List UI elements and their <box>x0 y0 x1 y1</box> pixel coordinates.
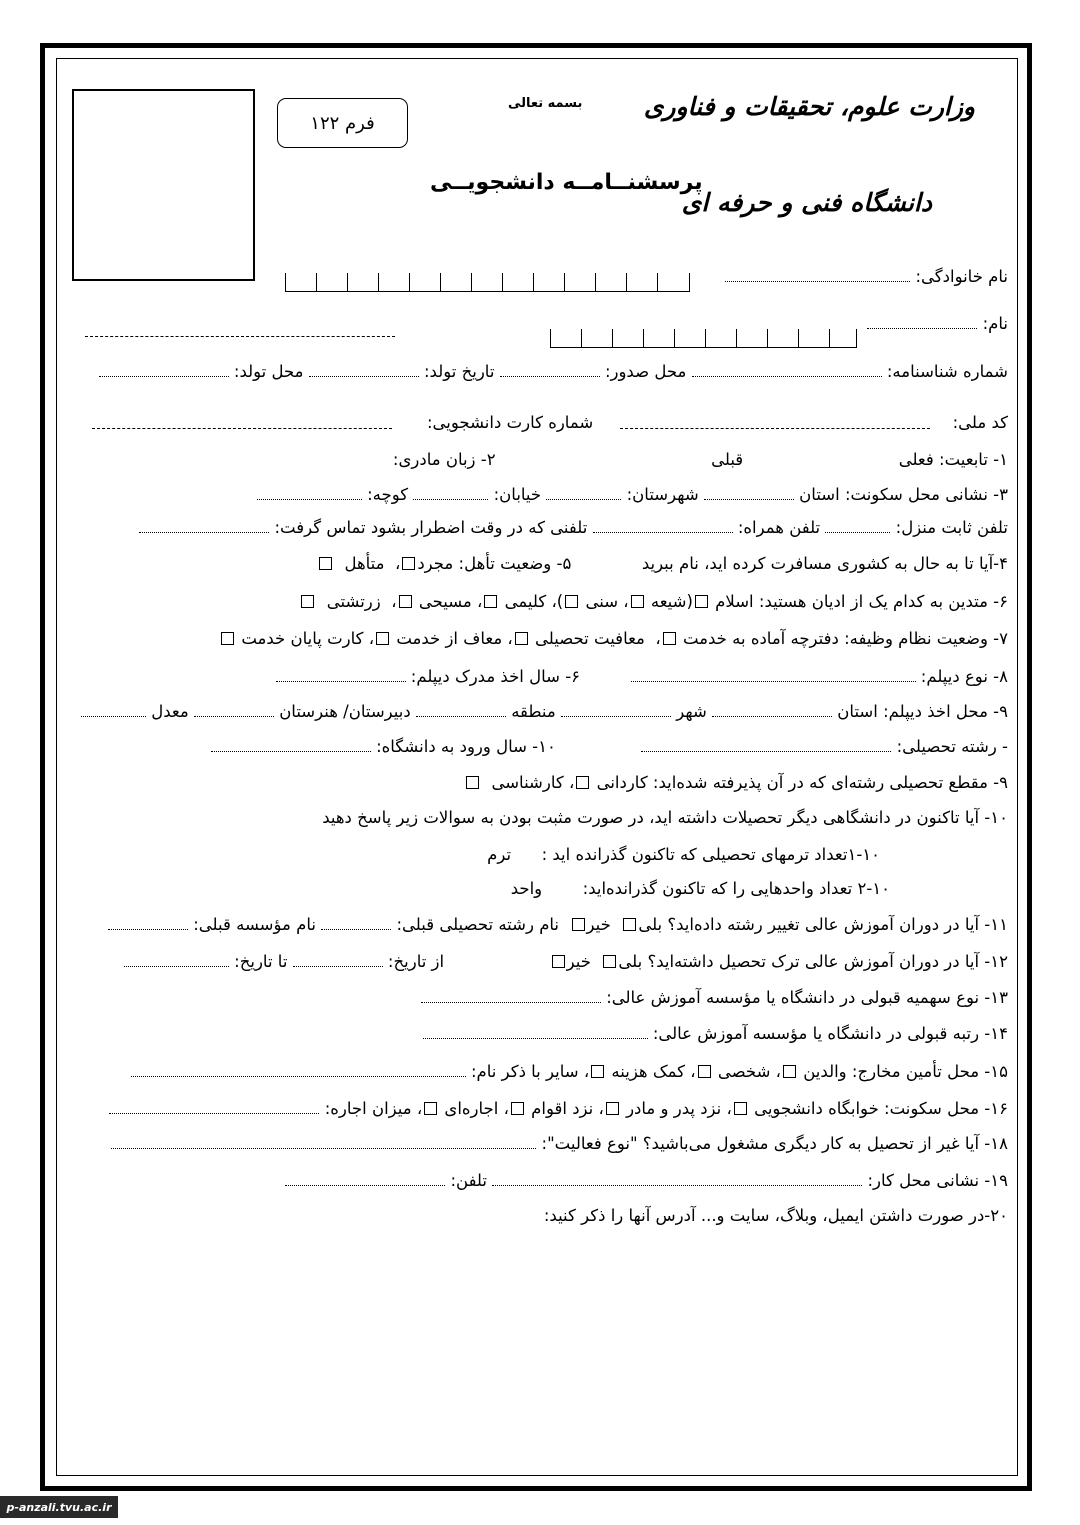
q11-prev-field-label: نام رشته تحصیلی قبلی: <box>396 915 560 934</box>
q19-phone-field[interactable] <box>285 1171 445 1186</box>
emergency-label: تلفنی که در وقت اضطرار بشود تماس گرفت: <box>274 518 588 537</box>
relatives-label: نزد اقوام <box>531 1099 594 1118</box>
single-checkbox[interactable] <box>402 557 415 570</box>
q15-other-field[interactable] <box>131 1062 466 1077</box>
row-field-of-study <box>72 736 1008 758</box>
row-q9b: ۹- مقطع تحصیلی رشته‌ای که در آن پذیرفته شده‌اید: کاردانی ، کارشناسی <box>72 772 1008 794</box>
q6-label: ۶- متدین به کدام یک از ادیان هستید: اسلام <box>715 592 1008 611</box>
personal-checkbox[interactable] <box>698 1065 711 1078</box>
q14-label: ۱۴- رتبه قبولی در دانشگاه یا مؤسسه آموزش عالی: <box>652 1024 1008 1043</box>
first-name-field[interactable] <box>867 314 977 329</box>
row-id <box>72 361 1008 383</box>
row-q10-1 <box>72 844 880 866</box>
q12-no-checkbox[interactable] <box>552 955 565 968</box>
q11-prev-inst-label: نام مؤسسه قبلی: <box>193 915 316 934</box>
row-q8 <box>72 666 1008 688</box>
card-label: کارت پایان خدمت <box>241 629 364 648</box>
q10-1-label: ۱-۱۰تعداد ترمهای تحصیلی که تاکنون گذرانده اید : <box>541 845 880 864</box>
page-title: پرسشنــامــه دانشجویــی <box>430 170 703 195</box>
row-q9 <box>72 701 1008 723</box>
parents-home-checkbox[interactable] <box>606 1102 619 1115</box>
emergency-field[interactable] <box>139 518 269 533</box>
q10-2-unit: واحد <box>510 879 543 898</box>
row-q6: ۶- متدین به کدام یک از ادیان هستید: اسلام (شیعه ، سنی )، کلیمی ، مسیحی ، زرتشتی <box>72 591 1008 613</box>
form-number-box <box>277 98 408 148</box>
row-q19 <box>72 1170 1008 1192</box>
q9-school-label: دبیرستان/ هنرستان <box>279 702 411 721</box>
q9-region-field[interactable] <box>416 702 506 717</box>
row-q12 <box>72 951 1008 973</box>
relatives-checkbox[interactable] <box>511 1102 524 1115</box>
aid-label: کمک هزینه <box>611 1062 686 1081</box>
aid-checkbox[interactable] <box>591 1065 604 1078</box>
q9-school-field[interactable] <box>194 702 274 717</box>
home-phone-label: تلفن ثابت منزل: <box>895 518 1008 537</box>
diploma-year-label: ۶- سال اخذ مدرک دیپلم: <box>410 667 581 686</box>
dorm-checkbox[interactable] <box>734 1102 747 1115</box>
family-name-label: نام خانوادگی: <box>915 267 1008 286</box>
row-q16: ۱۶- محل سکونت: خوابگاه دانشجویی ، نزد پدر و مادر ، نزد اقوام ، اجاره‌ای ، میزان اجاره: <box>72 1098 1008 1120</box>
family-name-field[interactable] <box>725 267 910 282</box>
q3-alley-label: کوچه: <box>367 485 409 504</box>
sunni-checkbox[interactable] <box>565 595 578 608</box>
q12-to-field[interactable] <box>124 952 229 967</box>
field-of-study-label: - رشته تحصیلی: <box>896 737 1008 756</box>
masihi-label: مسیحی <box>418 592 472 611</box>
photo-box[interactable] <box>72 89 255 281</box>
family-name-comb[interactable] <box>285 274 690 292</box>
mobile-label: تلفن همراه: <box>737 518 821 537</box>
first-name-comb[interactable] <box>550 330 857 348</box>
married-checkbox[interactable] <box>319 557 332 570</box>
row-q15: ۱۵- محل تأمین مخارج: والدین ، شخصی ، کمک هزینه ، سایر با ذکر نام: <box>72 1061 1008 1083</box>
national-code-label: کد ملی: <box>952 413 1008 432</box>
kalimi-label: کلیمی <box>504 592 547 611</box>
student-card-label: شماره کارت دانشجویی: <box>427 413 594 432</box>
q9b-label: ۹- مقطع تحصیلی رشته‌ای که در آن پذیرفته شده‌اید: کاردانی <box>596 773 1008 792</box>
diploma-year-field[interactable] <box>276 667 406 682</box>
islam-checkbox[interactable] <box>695 595 708 608</box>
ready-checkbox[interactable] <box>663 632 676 645</box>
zartoshti-checkbox[interactable] <box>301 595 314 608</box>
q11-prev-inst-field[interactable] <box>108 915 188 930</box>
birth-place-field[interactable] <box>99 362 229 377</box>
q9-city-field[interactable] <box>561 702 671 717</box>
q13-label: ۱۳- نوع سهمیه قبولی در دانشگاه یا مؤسسه آموزش عالی: <box>606 988 1008 1007</box>
q12-to-label: تا تاریخ: <box>234 952 288 971</box>
card-checkbox[interactable] <box>221 632 234 645</box>
row-q4: ۴-آیا تا به حال به کشوری مسافرت کرده اید، نام ببرید ۵- وضعیت تأهل: مجرد، متأهل <box>72 553 1008 575</box>
q11-no-checkbox[interactable] <box>572 918 585 931</box>
diploma-type-field[interactable] <box>631 667 916 682</box>
birth-place-label: محل تولد: <box>233 362 304 381</box>
q3-alley-field[interactable] <box>257 485 362 500</box>
entry-year-label: ۱۰- سال ورود به دانشگاه: <box>376 737 556 756</box>
row-q14 <box>72 1023 1008 1045</box>
birth-date-field[interactable] <box>309 362 419 377</box>
q13-field[interactable] <box>421 988 601 1003</box>
exempt-label: معاف از خدمت <box>396 629 503 648</box>
q10-1-unit: ترم <box>487 845 512 864</box>
q11-prev-field[interactable] <box>321 915 391 930</box>
rental-checkbox[interactable] <box>424 1102 437 1115</box>
row-q20 <box>72 1205 1008 1227</box>
q8-label: ۸- نوع دیپلم: <box>920 667 1008 686</box>
row-q11 <box>72 914 1008 936</box>
q19-phone-label: تلفن: <box>450 1171 487 1190</box>
row-phone <box>72 517 1008 539</box>
married-label: متأهل <box>344 554 385 573</box>
q12-from-label: از تاریخ: <box>387 952 445 971</box>
row-q10-2 <box>72 878 1010 900</box>
q12-from-field[interactable] <box>293 952 383 967</box>
q12-no-label: خیر <box>566 952 591 971</box>
exempt-edu-checkbox[interactable] <box>515 632 528 645</box>
row-q18 <box>72 1133 1008 1155</box>
row-q10 <box>72 807 1008 829</box>
entry-year-field[interactable] <box>211 737 371 752</box>
issue-place-field[interactable] <box>500 362 600 377</box>
row-q1 <box>72 449 1008 471</box>
q4-label: ۴-آیا تا به حال به کشوری مسافرت کرده اید، نام ببرید <box>641 554 1008 573</box>
q20-label: ۲۰-در صورت داشتن ایمیل، وبلاگ، سایت و... آدرس آنها را ذکر کنید: <box>543 1206 1008 1225</box>
other-label: سایر با ذکر نام: <box>470 1062 579 1081</box>
q19-label: ۱۹- نشانی محل کار: <box>867 1171 1008 1190</box>
q9-gpa-label: معدل <box>151 702 189 721</box>
q9-region-label: منطقه <box>511 702 556 721</box>
sunni-label: سنی <box>585 592 619 611</box>
q12-label: ۱۲- آیا در دوران آموزش عالی ترک تحصیل داشته‌اید؟ بلی <box>618 952 1008 971</box>
q10-label: ۱۰- آیا تاکنون در دانشگاهی دیگر تحصیلات داشته اید، در صورت مثبت بودن به سوالات زیر پاسخ دهید <box>322 808 1008 827</box>
q7-label: ۷- وضعیت نظام وظیفه: دفترچه آماده به خدمت <box>682 629 1008 648</box>
q3-street-field[interactable] <box>413 485 488 500</box>
student-card-field[interactable] <box>92 428 392 429</box>
parents-checkbox[interactable] <box>783 1065 796 1078</box>
row-q3 <box>72 484 1008 506</box>
bismillah: بسمه تعالی <box>508 96 583 111</box>
q11-label: ۱۱- آیا در دوران آموزش عالی تغییر رشته داده‌اید؟ بلی <box>638 915 1008 934</box>
row-q7: ۷- وضعیت نظام وظیفه: دفترچه آماده به خدمت ، معافیت تحصیلی ، معاف از خدمت ، کارت پایان خدمت <box>72 628 1008 650</box>
rent-amount-field[interactable] <box>109 1099 319 1114</box>
q10-2-label: ۲-۱۰ تعداد واحدهایی را که تاکنون گذرانده‌اید: <box>582 879 890 898</box>
q14-field[interactable] <box>423 1024 648 1039</box>
id-number-label: شماره شناسنامه: <box>886 362 1008 381</box>
q9-city-label: شهر <box>676 702 707 721</box>
form-number: فرم ۱۲۲ <box>310 112 375 134</box>
shia-label: (شیعه <box>650 592 693 611</box>
q9-label: ۹- محل اخذ دیپلم: استان <box>837 702 1008 721</box>
mobile-field[interactable] <box>593 518 733 533</box>
q11-no-label: خیر <box>586 915 611 934</box>
kalimi-checkbox[interactable] <box>484 595 497 608</box>
q12-yes-checkbox[interactable] <box>603 955 616 968</box>
q18-label: ۱۸- آیا غیر از تحصیل به کار دیگری مشغول می‌باشید؟ "نوع فعالیت": <box>541 1134 1008 1153</box>
q3-city-field[interactable] <box>546 485 621 500</box>
q9-gpa-field[interactable] <box>81 702 146 717</box>
bachelor-checkbox[interactable] <box>466 776 479 789</box>
q3-label: ۳- نشانی محل سکونت: استان <box>799 485 1008 504</box>
first-name-latin-line[interactable] <box>85 336 395 337</box>
masihi-checkbox[interactable] <box>399 595 412 608</box>
row-q13 <box>72 987 1008 1009</box>
q9-province-field[interactable] <box>712 702 832 717</box>
q11-yes-checkbox[interactable] <box>623 918 636 931</box>
id-number-field[interactable] <box>692 362 882 377</box>
personal-label: شخصی <box>717 1062 771 1081</box>
q1-label: ۱- تابعیت: فعلی <box>898 450 1008 469</box>
issue-place-label: محل صدور: <box>604 362 687 381</box>
q18-field[interactable] <box>111 1134 536 1149</box>
field-of-study-field[interactable] <box>641 737 891 752</box>
q2-label: ۲- زبان مادری: <box>392 450 496 469</box>
q5-label: ۵- وضعیت تأهل: مجرد <box>417 554 572 573</box>
birth-date-label: تاریخ تولد: <box>423 362 495 381</box>
zartoshti-label: زرتشتی <box>326 592 381 611</box>
q1-previous: قبلی <box>711 450 744 469</box>
q3-city-label: شهرستان: <box>626 485 699 504</box>
exempt-edu-label: معافیت تحصیلی <box>535 629 645 648</box>
ministry-name: وزارت علوم، تحقیقات و فناوری <box>643 92 975 121</box>
parents-home-label: نزد پدر و مادر <box>626 1099 722 1118</box>
q15-label: ۱۵- محل تأمین مخارج: والدین <box>803 1062 1008 1081</box>
rental-label: اجاره‌ای <box>444 1099 499 1118</box>
exempt-checkbox[interactable] <box>376 632 389 645</box>
home-phone-field[interactable] <box>825 518 890 533</box>
row-first-name <box>72 313 1008 335</box>
bachelor-label: کارشناسی <box>491 773 564 792</box>
q3-street-label: خیابان: <box>493 485 542 504</box>
q19-address-field[interactable] <box>492 1171 862 1186</box>
footer-site: p-anzali.tvu.ac.ir <box>0 1496 118 1518</box>
q16-label: ۱۶- محل سکونت: خوابگاه دانشجویی <box>754 1099 1008 1118</box>
associate-checkbox[interactable] <box>576 776 589 789</box>
q3-province-field[interactable] <box>704 485 794 500</box>
shia-checkbox[interactable] <box>631 595 644 608</box>
first-name-label: نام: <box>982 314 1008 333</box>
national-code-field[interactable] <box>620 428 930 429</box>
rent-amount-label: میزان اجاره: <box>324 1099 412 1118</box>
university-name: دانشگاه فنی و حرفه ای <box>681 188 932 217</box>
